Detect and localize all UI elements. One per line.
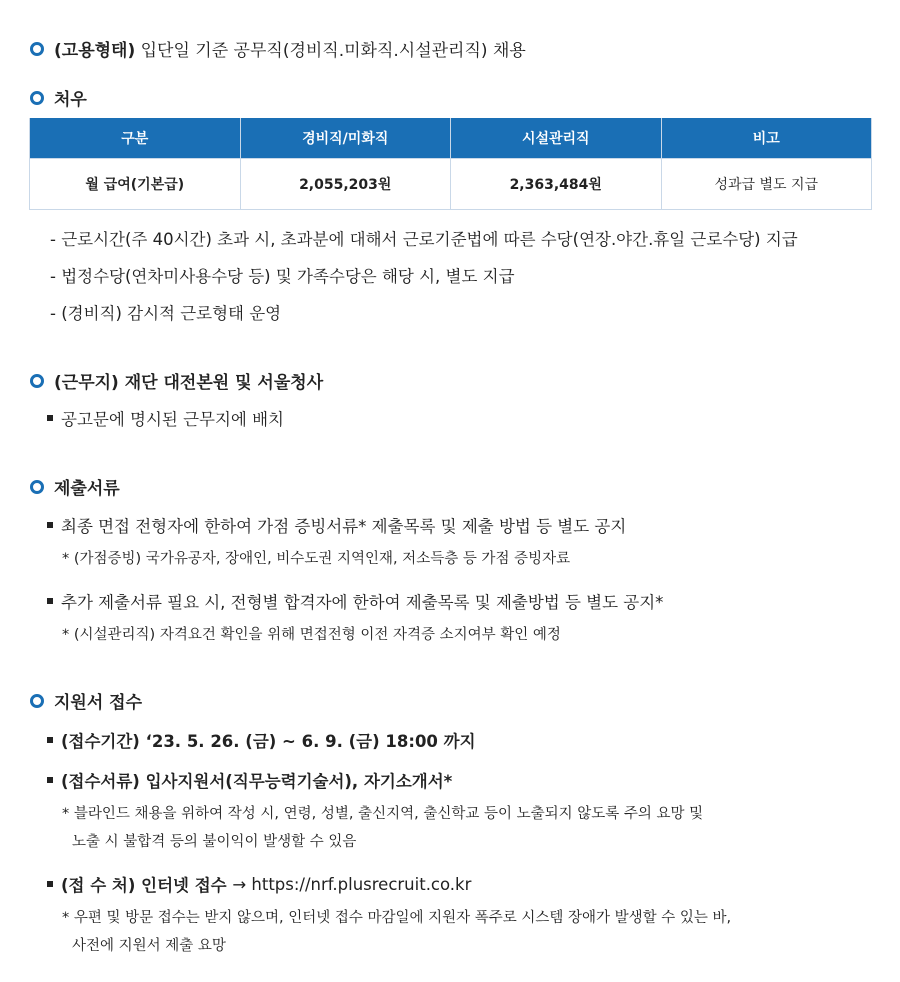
application-docs-text: (접수서류) 입사지원서(직무능력기술서), 자기소개서*: [61, 772, 453, 791]
employment-section: [30, 36, 526, 61]
table-header-guard-cleaner: 경비직/미화직: [240, 118, 451, 159]
application-docs-note-2: 노출 시 불합격 등의 불이익이 발생할 수 있음: [72, 834, 357, 850]
circle-bullet-icon: [30, 694, 44, 708]
application-place-note-1: * 우편 및 방문 접수는 받지 않으며, 인터넷 접수 마감일에 지원자 폭주로 시스템 장애가 발생할 수 있는 바,: [62, 910, 732, 926]
treatment-note-3: - (경비직) 감시적 근로형태 운영: [50, 304, 282, 323]
treatment-note-2: - 법정수당(연차미사용수당 등) 및 가족수당은 해당 시, 별도 지급: [50, 267, 515, 286]
documents-note-2: * (시설관리직) 자격요건 확인을 위해 면접전형 이전 자격증 소지여부 확인 예정: [62, 627, 561, 643]
documents-heading: [30, 474, 120, 499]
documents-item-2: [47, 589, 663, 613]
documents-item-1: [47, 513, 626, 537]
table-cell-facility-salary: 2,363,484원: [451, 159, 662, 210]
square-bullet-icon: [47, 598, 53, 604]
documents-note-1: * (가점증빙) 국가유공자, 장애인, 비수도권 지역인재, 저소득층 등 가점 증빙자료: [62, 551, 571, 567]
arrow-right-icon: →: [232, 874, 247, 894]
table-cell-remarks: 성과급 별도 지급: [661, 159, 872, 210]
application-docs-note-1: * 블라인드 채용을 위하여 작성 시, 연령, 성별, 출신지역, 출신학교 등이 노출되지 않도록 주의 요망 및: [62, 806, 704, 822]
workplace-heading: [30, 368, 323, 393]
workplace-heading-text: (근무지) 재단 대전본원 및 서울청사: [54, 373, 324, 393]
treatment-note-1: - 근로시간(주 40시간) 초과 시, 초과분에 대해서 근로기준법에 따른 수당(연장.야간.휴일 근로수당) 지급: [50, 230, 798, 249]
application-period-text: (접수기간) ‘23. 5. 26. (금) ~ 6. 9. (금) 18:00 까지: [61, 732, 476, 751]
workplace-item-text: 공고문에 명시된 근무지에 배치: [61, 410, 284, 429]
table-cell-guard-cleaner-salary: 2,055,203원: [240, 159, 451, 210]
table-header-facility: 시설관리직: [451, 118, 662, 159]
employment-label: (고용형태): [54, 41, 136, 61]
application-period: [47, 728, 476, 752]
circle-bullet-icon: [30, 374, 44, 388]
circle-bullet-icon: [30, 91, 44, 105]
square-bullet-icon: [47, 881, 53, 887]
salary-table: [29, 118, 872, 210]
documents-item-1-text: 최종 면접 전형자에 한하여 가점 증빙서류* 제출목록 및 제출 방법 등 별도 공지: [61, 517, 627, 536]
application-heading: [30, 688, 142, 713]
application-url[interactable]: https://nrf.plusrecruit.co.kr: [246, 874, 472, 894]
circle-bullet-icon: [30, 480, 44, 494]
square-bullet-icon: [47, 777, 53, 783]
table-header-remarks: 비고: [661, 118, 872, 159]
circle-bullet-icon: [30, 42, 44, 56]
application-place: [47, 872, 471, 896]
application-docs: [47, 768, 452, 792]
workplace-item: [47, 406, 284, 430]
square-bullet-icon: [47, 522, 53, 528]
application-place-note-2: 사전에 지원서 제출 요망: [72, 938, 226, 954]
square-bullet-icon: [47, 737, 53, 743]
documents-item-2-text: 추가 제출서류 필요 시, 전형별 합격자에 한하여 제출목록 및 제출방법 등 별도 공지*: [61, 593, 664, 612]
salary-table-header-row: [30, 118, 872, 159]
table-header-category: 구분: [30, 118, 241, 159]
table-cell-category: 월 급여(기본급): [30, 159, 241, 210]
application-heading-text: 지원서 접수: [54, 693, 143, 713]
square-bullet-icon: [47, 415, 53, 421]
employment-text: 입단일 기준 공무직(경비직.미화직.시설관리직) 채용: [135, 41, 526, 61]
application-place-label: (접 수 처) 인터넷 접수: [61, 876, 233, 895]
treatment-heading-text: 처우: [54, 90, 87, 110]
documents-heading-text: 제출서류: [54, 479, 120, 499]
treatment-heading: [30, 85, 87, 110]
table-row: [30, 159, 872, 210]
